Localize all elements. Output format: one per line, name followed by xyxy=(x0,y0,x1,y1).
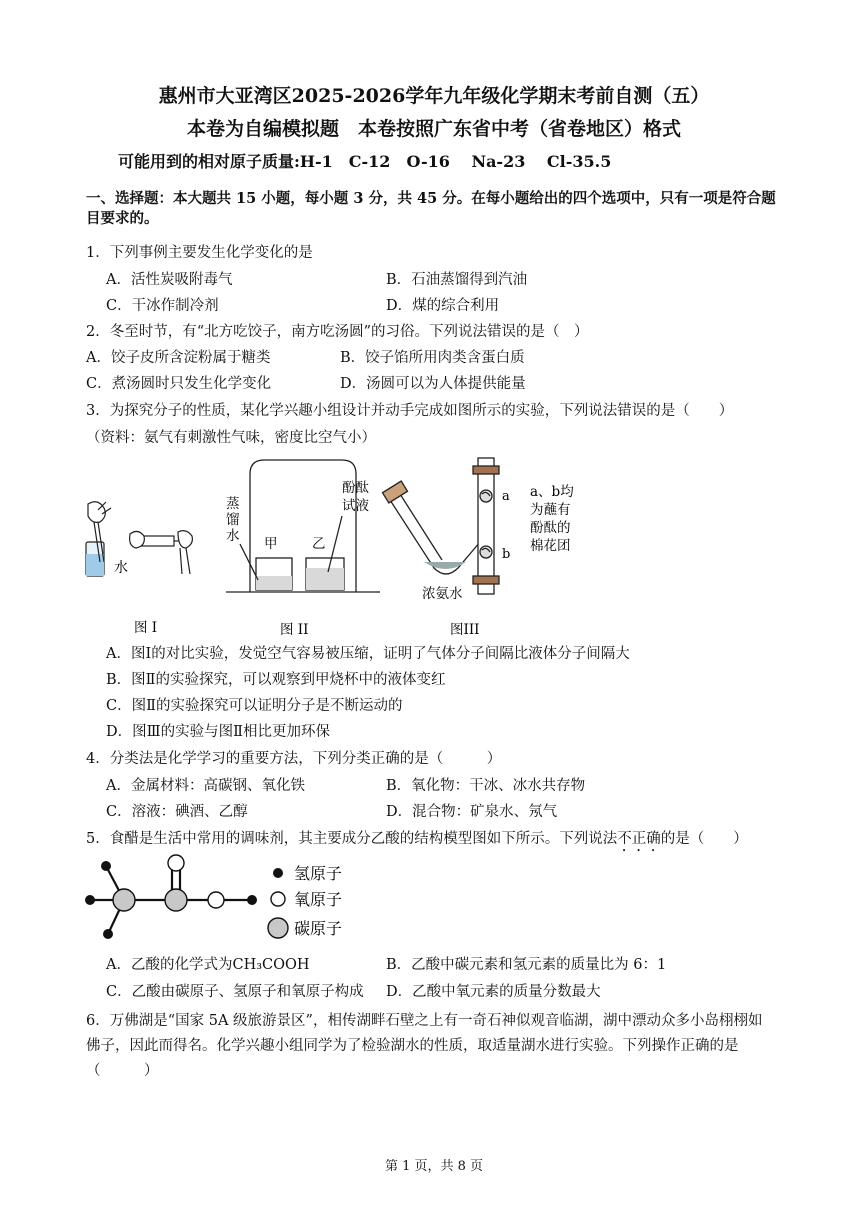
h-atom xyxy=(85,895,95,905)
legend-c-label: 碳原子 xyxy=(294,919,343,938)
c-atom xyxy=(165,889,187,911)
h-atom xyxy=(103,929,113,939)
q2-option-b: B．饺子馅所用肉类含蛋白质 xyxy=(340,350,525,366)
q5-option-c: C．乙酸由碳原子、氢原子和氧原子构成 xyxy=(106,984,364,1000)
q4-option-d: D．混合物：矿泉水、氖气 xyxy=(386,804,558,820)
h-atom xyxy=(247,895,257,905)
fig2-caption: 图 II xyxy=(280,622,309,638)
exam-title: 惠州市大亚湾区2025-2026学年九年级化学期末考前自测（五） xyxy=(158,85,710,107)
q5-stem-prefix: 5．食醋是生活中常用的调味剂，其主要成分乙酸的结构模型图如下所示。下列说法 xyxy=(86,831,618,847)
q6-stem-line1: 6．万佛湖是“国家 5A 级旅游景区”，相传湖畔石壁之上有一奇石神似观音临湖，湖中漂动众多小岛栩栩如 xyxy=(86,1013,763,1029)
fig1-syringe-drawing xyxy=(86,502,192,576)
atomic-masses: 可能用到的相对原子质量:H-1 C-12 O-16 Na-23 Cl-35.5 xyxy=(118,152,612,171)
o-atom xyxy=(168,855,184,871)
fig3-b-label: b xyxy=(502,547,511,562)
fig3-vtube-drawing xyxy=(382,458,499,594)
q3-option-b: B．图Ⅱ的实验探究，可以观察到甲烧杯中的液体变红 xyxy=(106,672,446,688)
q2-option-d: D．汤圆可以为人体提供能量 xyxy=(340,376,526,392)
q1-option-c: C．干冰作制冷剂 xyxy=(106,298,219,314)
legend-h-icon xyxy=(273,868,283,878)
q3-note: （资料：氨气有刺激性气味，密度比空气小） xyxy=(86,430,376,446)
fig3-ammonia-label: 浓氨水 xyxy=(422,586,463,602)
fig2-distilled-1: 蒸 xyxy=(226,496,240,512)
fig2-phenol-1: 酚酞 xyxy=(342,480,369,496)
fig3-note-2: 为蘸有 xyxy=(530,502,571,518)
q3-option-a: A．图Ⅰ的对比实验，发觉空气容易被压缩，证明了气体分子间隔比液体分子间隔大 xyxy=(106,646,630,662)
fig3-a-label: a xyxy=(502,489,510,504)
q3-figure xyxy=(80,452,620,642)
fig1-water-label: 水 xyxy=(114,560,128,576)
legend-o-label: 氧原子 xyxy=(294,890,343,909)
q4-option-b: B．氧化物：干冰、冰水共存物 xyxy=(386,778,586,794)
section-heading: 一、选择题：本大题共 15 小题，每小题 3 分，共 45 分。在每小题给出的四个选项中，只有一项是符合题 xyxy=(86,190,776,207)
fig1-caption: 图 I xyxy=(134,620,158,636)
q5-stem-suffix: 的是（ ） xyxy=(660,831,748,847)
q3-option-c: C．图Ⅱ的实验探究可以证明分子是不断运动的 xyxy=(106,698,403,714)
q2-stem: 2．冬至时节，有“北方吃饺子，南方吃汤圆”的习俗。下列说法错误的是（ ） xyxy=(86,324,589,340)
fig2-distilled-3: 水 xyxy=(226,528,240,544)
legend-c-icon xyxy=(268,918,288,938)
fig3-note-3: 酚酞的 xyxy=(530,520,571,536)
q4-option-a: A．金属材料：高碳钢、氧化铁 xyxy=(106,778,305,794)
exam-subtitle: 本卷为自编模拟题 本卷按照广东省中考（省卷地区）格式 xyxy=(186,118,681,140)
fig2-phenol-2: 试液 xyxy=(342,498,369,514)
q4-option-c: C．溶液：碘酒、乙醇 xyxy=(106,804,248,820)
q1-option-d: D．煤的综合利用 xyxy=(386,298,500,314)
q5-stem-emphasis: 不正确 xyxy=(617,831,661,847)
fig2-distilled-2: 馏 xyxy=(226,512,240,528)
c-atom xyxy=(113,889,135,911)
fig3-caption: 图III xyxy=(450,622,480,638)
q3-stem: 3．为探究分子的性质，某化学兴趣小组设计并动手完成如图所示的实验，下列说法错误的是（ ） xyxy=(86,403,734,419)
q1-option-a: A．活性炭吸附毒气 xyxy=(106,272,233,288)
q2-option-c: C．煮汤圆时只发生化学变化 xyxy=(86,376,272,392)
q5-option-d: D．乙酸中氧元素的质量分数最大 xyxy=(386,984,601,1000)
q3-option-d: D．图Ⅲ的实验与图Ⅱ相比更加环保 xyxy=(106,724,330,740)
fig2-jia-label: 甲 xyxy=(264,536,278,552)
q1-stem: 1．下列事例主要发生化学变化的是 xyxy=(86,245,313,261)
q6-stem-line2: 佛子，因此而得名。化学兴趣小组同学为了检验湖水的性质，取适量湖水进行实验。下列操作正确的是 xyxy=(86,1038,739,1054)
q5-option-b: B．乙酸中碳元素和氢元素的质量比为 6：1 xyxy=(386,957,667,973)
o-atom xyxy=(208,892,224,908)
section-heading-cont: 目要求的。 xyxy=(86,210,159,227)
q5-option-a: A．乙酸的化学式为CH₃COOH xyxy=(106,957,310,973)
fig2-yi-label: 乙 xyxy=(312,536,326,552)
fig3-note-4: 棉花团 xyxy=(530,538,571,554)
q6-stem-line3: （ ） xyxy=(86,1063,159,1079)
q2-option-a: A．饺子皮所含淀粉属于糖类 xyxy=(86,350,271,366)
fig3-note-1: a、b均 xyxy=(530,484,574,500)
q4-stem: 4．分类法是化学学习的重要方法，下列分类正确的是（ ） xyxy=(86,751,502,767)
q1-option-b: B．石油蒸馏得到汽油 xyxy=(386,272,528,288)
legend-h-label: 氢原子 xyxy=(294,864,343,883)
page-number: 第 1 页，共 8 页 xyxy=(384,1159,484,1174)
acetic-acid-model xyxy=(80,852,370,948)
h-atom xyxy=(101,861,111,871)
legend-o-icon xyxy=(271,892,285,906)
